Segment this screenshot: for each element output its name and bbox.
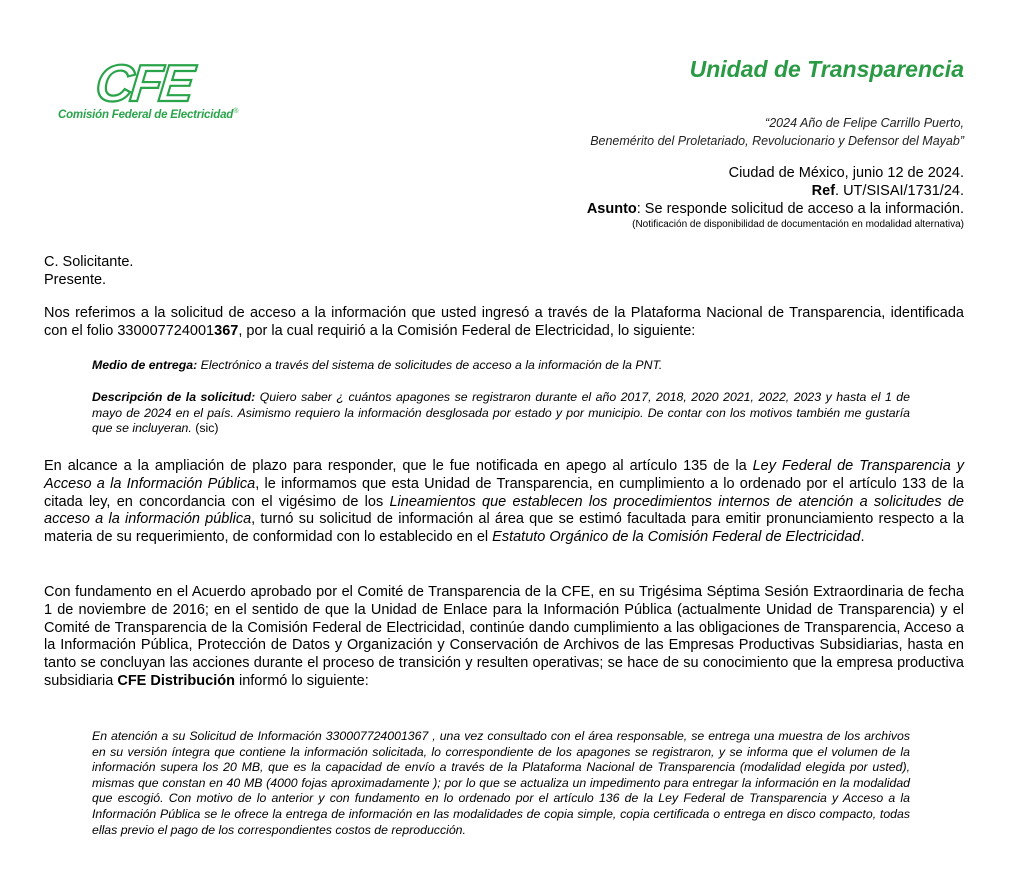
statute-reference: Estatuto Orgánico de la Comisión Federal de Electricidad [492, 529, 861, 546]
law-reference: Ley Federal de Transparencia y Acceso a la Información Pública [44, 458, 964, 492]
unit-title: Unidad de Transparencia [689, 56, 964, 82]
description-label: Descripción de la solicitud: [92, 390, 256, 404]
delivery-method [92, 358, 910, 374]
sic-note: (sic) [191, 421, 219, 436]
registered-mark: ® [233, 108, 239, 115]
guidelines-reference: Lineamientos que establecen los procedimientos internos de atención a solicitudes de acceso a la información pública [44, 493, 964, 528]
notification-note: (Notificación de disponibilidad de documentación en modalidad alternativa) [632, 219, 964, 230]
subject-value: : Se responde solicitud de acceso a la información. [636, 201, 964, 217]
reference-value: . UT/SISAI/1731/24. [835, 183, 964, 199]
motto-line-2: Benemérito del Proletariado, Revolucionario y Defensor del Mayab” [590, 134, 964, 148]
delivery-text: Electrónico a través del sistema de solicitudes de acceso a la información de la PNT. [197, 358, 663, 372]
subject-line [587, 200, 964, 218]
cfe-logo-name: Comisión Federal de Electricidad® [58, 108, 239, 121]
folio-suffix: 367 [214, 322, 239, 339]
agreement-paragraph: Con fundamento en el Acuerdo aprobado por el Comité de Transparencia de la CFE, en su Trigésima Séptima Sesión Extraordinaria de fecha 1 de noviembre de 2016; en el sentido de que la Unidad de Enlace para la Información Pública (actualmente Unidad de Transparencia) y el Comité de Transparencia de la Comisión Federal de Electricidad, continúe dando cumplimiento a las obligaciones de Transparencia, Acceso a la Información Pública, Protección de Datos y Organización y Conservación de Archivos de las Empresas Productivas Subsidiarias, hasta en tanto se concluyan las acciones durante el proceso de transición y resulten operativas; se hace de su conocimiento que la empresa productiva subsidiaria CFE Distribución informó lo siguiente: [44, 584, 964, 689]
greeting [44, 253, 133, 289]
subject-label: Asunto [586, 201, 637, 217]
reference-label: Ref [811, 183, 836, 199]
year-motto [590, 114, 964, 150]
reference-line [587, 182, 964, 200]
description-text: Quiero saber ¿ cuántos apagones se registraron durante el año 2017, 2018, 2020 2021, 2022, 2023 y hasta el 1 de mayo de 2024 en el país. Asimismo requiero la información desglosada por estado y por municipio. De contar con los motivos también me gustaría que se incluyeran. [92, 390, 910, 436]
greeting-recipient: C. Solicitante. [44, 254, 134, 270]
response-quote: En atención a su Solicitud de Información 330007724001367 , una vez consultado con el área responsable, se entrega una muestra de los archivos en su versión íntegra que contiene la información solicitada, lo correspondiente de los apagones se registraron, y se informa que el volumen de la información supera los 20 MB, que es la capacidad de envío a través de la Plataforma Nacional de Transparencia (modalidad elegida por usted), mismas que constan en 40 MB (4000 fojas aproximadamente ); por lo que se actualiza un impedimento para entregar la información en la modalidad que escogió. Con motivo de lo anterior y con fundamento en lo ordenado por el artículo 136 de la Ley Federal de Transparencia y Acceso a la Información Pública se le ofrece la entrega de información en las modalidades de copia simple, copia certificada o entrega en disco compacto, todas ellas previo el pago de los correspondientes costos de reproducción. [92, 729, 910, 837]
request-description [92, 390, 910, 437]
extension-paragraph: En alcance a la ampliación de plazo para responder, que le fue notificada en apego al artículo 135 de la Ley Federal de Transparencia y Acceso a la Información Pública, le informamos que esta Unidad de Transparencia, en cumplimiento a lo ordenado por el artículo 133 de la citada ley, en concordancia con el vigésimo de los Lineamientos que establecen los procedimientos internos de atención a solicitudes de acceso a la información pública, turnó su solicitud de información al área que se estimó facultada para emitir pronunciamiento respecto a la materia de su requerimiento, de conformidad con lo establecido en el Estatuto Orgánico de la Comisión Federal de Electricidad. [44, 458, 965, 546]
place-date: Ciudad de México, junio 12 de 2024. [728, 165, 964, 181]
subsidiary-name: CFE Distribución [117, 672, 235, 689]
motto-line-1: “2024 Año de Felipe Carrillo Puerto, [765, 116, 964, 130]
cfe-logo [58, 55, 239, 128]
intro-paragraph: Nos referimos a la solicitud de acceso a la información que usted ingresó a través de la Plataforma Nacional de Transparencia, identificada con el folio 330007724001367, por la cual requirió a la Comisión Federal de Electricidad, lo siguiente: [44, 305, 964, 339]
document-meta [587, 164, 964, 231]
delivery-label: Medio de entrega: [92, 358, 198, 372]
greeting-present: Presente. [44, 272, 107, 288]
cfe-logo-mark: CFE [92, 55, 195, 113]
